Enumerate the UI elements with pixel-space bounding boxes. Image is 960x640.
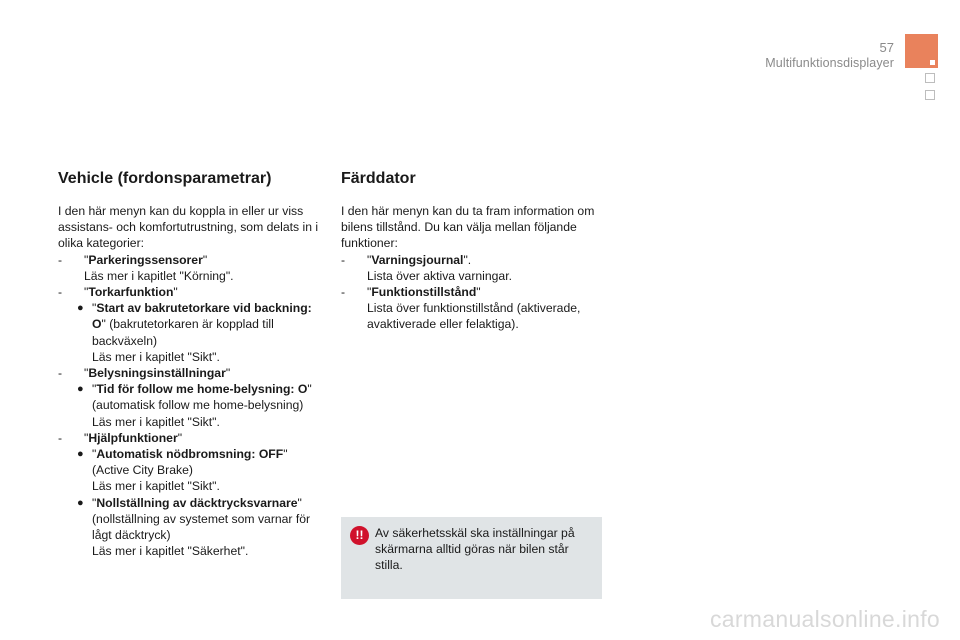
description-text: (nollställning av systemet som varnar för lågt däcktryck) [92, 511, 311, 543]
tab-box-icon [925, 90, 935, 100]
tab-box-icon [925, 73, 935, 83]
bullet-icon: ● [77, 448, 84, 461]
sub-item: ● "Tid för follow me home-belysning: O" [77, 382, 312, 397]
list-item: - "Varningsjournal". [341, 252, 472, 267]
sub-item: ● "Automatisk nödbromsning: OFF" [77, 447, 288, 462]
warning-box [341, 517, 602, 599]
dash-icon: - [341, 252, 346, 267]
tab-marker [930, 60, 935, 65]
warning-exclamation-icon: !! [350, 526, 369, 545]
bullet-icon: ● [77, 302, 84, 315]
section-intro: I den här menyn kan du koppla in eller ur viss assistans- och komfortutrustning, som delats in i olika kategorier: [58, 204, 319, 251]
reference-text: Läs mer i kapitlet "Körning". [84, 268, 234, 283]
chapter-title: Multifunktionsdisplayer [765, 56, 894, 70]
description-text: Lista över funktionstillstånd (aktiverade, avaktiverade eller felaktiga). [367, 301, 581, 332]
dash-icon: - [58, 366, 63, 381]
reference-text: Läs mer i kapitlet "Sikt". [92, 414, 220, 429]
reference-text: Läs mer i kapitlet "Sikt". [92, 479, 220, 494]
section-intro: I den här menyn kan du ta fram information om bilens tillstånd. Du kan välja mellan följande funktioner: [341, 204, 595, 251]
description-text: Lista över aktiva varningar. [367, 268, 512, 283]
dash-icon: - [58, 252, 63, 267]
sub-item: ● "Nollställning av däcktrycksvarnare" [77, 495, 302, 510]
section-title: Vehicle (fordonsparametrar) [58, 170, 272, 187]
chapter-tab [905, 34, 938, 68]
reference-text: Läs mer i kapitlet "Säkerhet". [92, 544, 249, 559]
description-text: (Active City Brake) [92, 463, 193, 478]
trip-computer-section [341, 166, 601, 333]
watermark: carmanualsonline.info [709, 606, 940, 632]
dash-icon: - [58, 430, 63, 445]
list-item: - "Hjälpfunktioner" [58, 430, 183, 445]
section-title: Färddator [341, 170, 416, 187]
description-text: (automatisk follow me home-belysning) [92, 398, 304, 413]
dash-icon: - [341, 285, 346, 300]
bullet-icon: ● [77, 496, 84, 509]
sub-item: ● "Start av bakrutetorkare vid backning: O" (bakrutetorkaren är kopplad till backväxeln) [77, 301, 312, 348]
list-item: - "Parkeringssensorer" [58, 252, 208, 267]
vehicle-section [58, 166, 323, 559]
bullet-icon: ● [77, 383, 84, 396]
page-number: 57 [879, 40, 894, 55]
dash-icon: - [58, 285, 63, 300]
reference-text: Läs mer i kapitlet "Sikt". [92, 349, 220, 364]
list-item: - "Torkarfunktion" [58, 285, 178, 300]
list-item: - "Belysningsinställningar" [58, 366, 231, 381]
warning-text: Av säkerhetsskäl ska inställningar på skärmarna alltid göras när bilen står stilla. [375, 526, 575, 573]
list-item: - "Funktionstillstånd" [341, 285, 481, 300]
